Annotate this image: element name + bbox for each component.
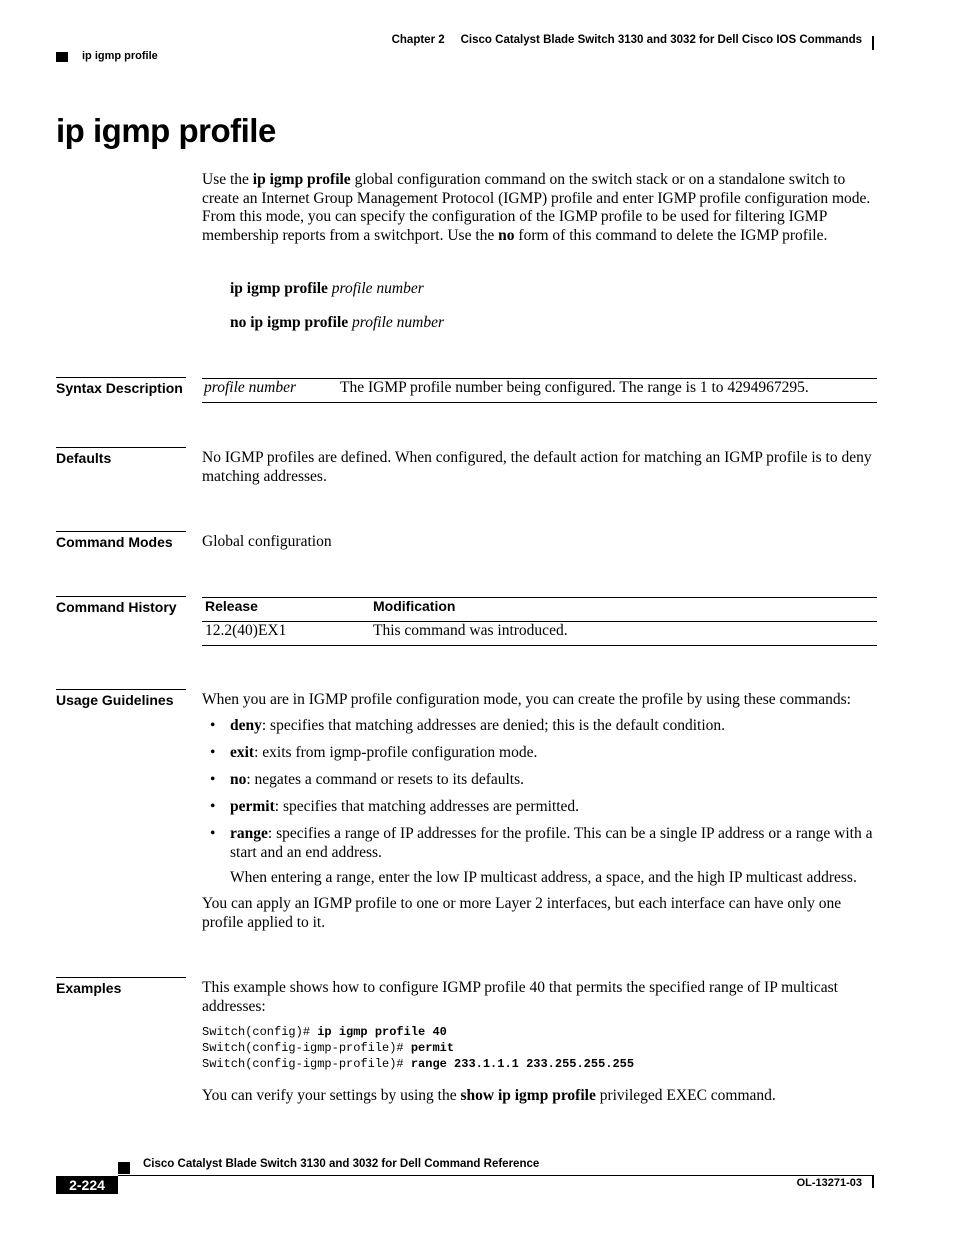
defaults-heading: Defaults bbox=[56, 447, 186, 466]
code-prompt: Switch(config)# bbox=[202, 1025, 318, 1039]
footer-divider bbox=[872, 1176, 874, 1188]
page-title: ip igmp profile bbox=[56, 112, 276, 149]
bullet-icon: • bbox=[210, 744, 216, 761]
syntax-argument: profile number bbox=[331, 280, 424, 297]
examples-intro: This example shows how to configure IGMP profile 40 that permits the specified range of IP multicast addresses: bbox=[202, 979, 838, 1015]
intro-text-3: form of this command to delete the IGMP profile. bbox=[514, 226, 828, 244]
verify-text-2: privileged EXEC command. bbox=[595, 1087, 776, 1104]
usage-item-text: : specifies that matching addresses are permitted. bbox=[274, 798, 580, 815]
command-modes-text: Global configuration bbox=[202, 533, 332, 550]
list-item bbox=[202, 798, 878, 817]
footer-doc-title: Cisco Catalyst Blade Switch 3130 and 3032 for Dell Command Reference bbox=[143, 1158, 540, 1170]
syntax-command-no: no ip igmp profile bbox=[230, 314, 349, 331]
syntax-line bbox=[230, 280, 424, 299]
bullet-icon: • bbox=[210, 825, 216, 842]
usage-item-text: : specifies a range of IP addresses for the profile. This can be a single IP address or a range with a start and an end address. bbox=[230, 825, 873, 861]
defaults-text: No IGMP profiles are defined. When configured, the default action for matching an IGMP profile is to deny matching addresses. bbox=[202, 449, 872, 485]
history-modification-cell: This command was introduced. bbox=[373, 622, 568, 639]
syntax-description-heading: Syntax Description bbox=[56, 377, 186, 396]
code-line bbox=[202, 1024, 634, 1040]
code-command: permit bbox=[410, 1041, 455, 1055]
history-table-bottom-rule bbox=[202, 645, 877, 646]
verify-command: show ip igmp profile bbox=[460, 1087, 596, 1104]
verify-paragraph bbox=[202, 1087, 878, 1106]
example-code-block bbox=[202, 1024, 634, 1072]
intro-no-keyword: no bbox=[498, 226, 515, 244]
bullet-icon: • bbox=[210, 798, 216, 815]
list-item bbox=[202, 744, 878, 763]
syntax-term-text: profile number bbox=[204, 379, 296, 396]
chapter-number: Chapter 2 bbox=[391, 34, 445, 46]
syntax-term bbox=[204, 379, 296, 398]
running-header-section: ip igmp profile bbox=[82, 50, 158, 62]
command-history-heading: Command History bbox=[56, 596, 186, 615]
history-col-release: Release bbox=[205, 598, 258, 614]
list-item bbox=[202, 771, 878, 790]
code-prompt: Switch(config-igmp-profile)# bbox=[202, 1057, 411, 1071]
history-col-modification: Modification bbox=[373, 598, 456, 614]
range-note: When entering a range, enter the low IP multicast address, a space, and the high IP multicast address. bbox=[230, 869, 857, 886]
intro-command: ip igmp profile bbox=[252, 171, 351, 188]
code-command: range 233.1.1.1 233.255.255.255 bbox=[410, 1057, 635, 1071]
usage-item-text: : negates a command or resets to its defaults. bbox=[246, 771, 525, 788]
syntax-line-no bbox=[230, 314, 444, 333]
code-line bbox=[202, 1056, 634, 1072]
usage-item-text: : exits from igmp-profile configuration mode. bbox=[254, 744, 538, 761]
usage-guidelines-heading: Usage Guidelines bbox=[56, 689, 186, 708]
usage-keyword: range bbox=[230, 825, 268, 842]
intro-paragraph bbox=[202, 171, 878, 245]
header-divider bbox=[872, 36, 874, 50]
running-header-chapter bbox=[392, 34, 862, 46]
history-table-top-rule bbox=[202, 597, 877, 598]
command-modes-heading: Command Modes bbox=[56, 531, 186, 550]
bullet-icon: • bbox=[210, 717, 216, 734]
intro-text-2: global configuration command on the switch stack or on a standalone switch to create an Internet Group Management Protocol (IGMP) profile and enter IGMP profile configuration mode. From this mode, you can specify the configuration of the IGMP profile to be used for filtering IGMP membership reports from a switchport. Use the bbox=[202, 171, 871, 244]
usage-item-text: : specifies that matching addresses are denied; this is the default condition. bbox=[261, 717, 726, 734]
history-release-cell: 12.2(40)EX1 bbox=[205, 622, 287, 639]
footer-marker bbox=[118, 1162, 130, 1174]
usage-keyword: no bbox=[230, 771, 247, 788]
header-marker bbox=[56, 52, 68, 62]
chapter-title: Cisco Catalyst Blade Switch 3130 and 3032 for Dell Cisco IOS Commands bbox=[460, 34, 862, 46]
syntax-command: ip igmp profile bbox=[230, 280, 328, 297]
usage-keyword: deny bbox=[230, 717, 262, 734]
footer-doc-number: OL-13271-03 bbox=[796, 1177, 862, 1189]
usage-intro: When you are in IGMP profile configuration mode, you can create the profile by using these commands: bbox=[202, 691, 851, 708]
examples-heading: Examples bbox=[56, 977, 186, 996]
syntax-argument-no: profile number bbox=[352, 314, 445, 331]
page-number: 2-224 bbox=[56, 1176, 118, 1194]
usage-closing: You can apply an IGMP profile to one or more Layer 2 interfaces, but each interface can have only one profile applied to it. bbox=[202, 895, 842, 931]
usage-keyword: exit bbox=[230, 744, 255, 761]
list-item bbox=[202, 717, 878, 736]
intro-text-1: Use the bbox=[202, 171, 253, 188]
syntax-term-description: The IGMP profile number being configured. The range is 1 to 4294967295. bbox=[340, 379, 809, 396]
verify-text-1: You can verify your settings by using the bbox=[202, 1087, 461, 1104]
syntax-table-bottom-rule bbox=[202, 402, 877, 403]
code-command: ip igmp profile 40 bbox=[317, 1025, 447, 1039]
usage-keyword: permit bbox=[230, 798, 275, 815]
code-line bbox=[202, 1040, 634, 1056]
code-prompt: Switch(config-igmp-profile)# bbox=[202, 1041, 411, 1055]
usage-command-list bbox=[202, 717, 878, 871]
bullet-icon: • bbox=[210, 771, 216, 788]
footer-rule bbox=[118, 1175, 874, 1176]
list-item bbox=[202, 825, 878, 862]
